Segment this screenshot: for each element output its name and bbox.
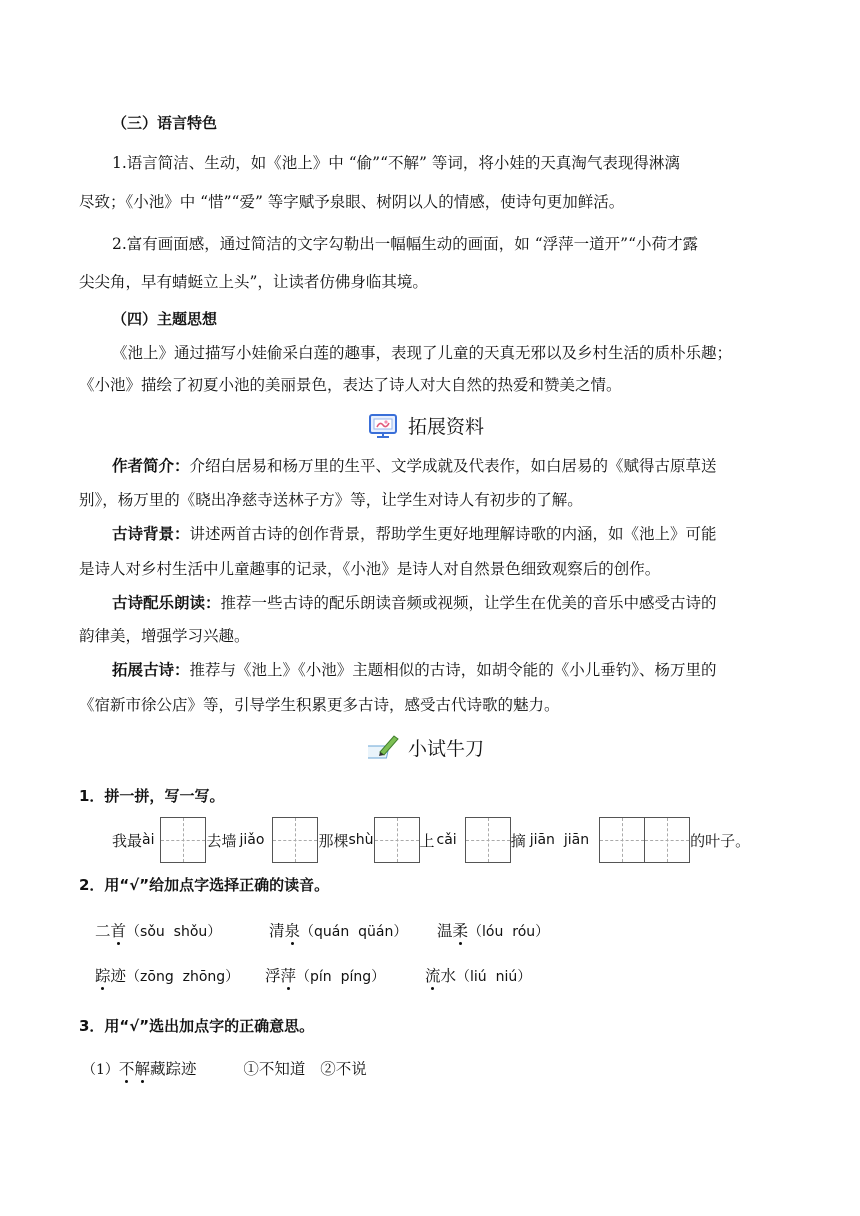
- writing-box-1[interactable]: [160, 817, 206, 863]
- q2-item-1[interactable]: 二首（sǒu shǒu）: [95, 922, 222, 940]
- q1-pinyin-row: 我最 ài 去墙 jiǎo 那棵 shù 上 cǎi 摘 jiān jiān 的叶子。: [112, 817, 750, 863]
- q2-item-4[interactable]: 踪迹（zōng zhōng）: [95, 967, 240, 985]
- q3-options: ①不知道 ②不说: [243, 1060, 367, 1078]
- section3-p2-line2: 尖尖角，早有蜻蜓立上头”，让读者仿佛身临其境。: [79, 273, 428, 291]
- expand-item-more-poems-line2: 《宿新市徐公店》等，引导学生积累更多古诗，感受古代诗歌的魅力。: [79, 696, 560, 714]
- q3-title: 3．用“√”选出加点字的正确意思。: [79, 1017, 315, 1035]
- section4-line2: 《小池》描绘了初夏小池的美丽景色，表达了诗人对大自然的热爱和赞美之情。: [79, 376, 622, 394]
- expand-item-author-line2: 别》，杨万里的《晓出净慈寺送林子方》等，让学生对诗人有初步的了解。: [79, 491, 583, 509]
- section4-line1: 《池上》通过描写小娃偷采白莲的趣事，表现了儿童的天真无邪以及乡村生活的质朴乐趣；: [112, 344, 733, 362]
- pen-writing-icon: [368, 732, 400, 762]
- section3-p1-line2: 尽致；《小池》中 “惜”“爱” 等字赋予泉眼、树阴以人的情感，使诗句更加鲜活。: [79, 193, 625, 211]
- practice-section-header: [368, 732, 484, 762]
- writing-box-4[interactable]: [465, 817, 511, 863]
- q1-title: 1．拼一拼，写一写。: [79, 787, 225, 805]
- q2-item-2[interactable]: 清泉（quán qüán）: [269, 922, 408, 940]
- practice-section-title: 小试牛刀: [408, 737, 485, 760]
- section3-heading: （三）语言特色: [112, 114, 218, 132]
- q3-item-1[interactable]: （1）不解藏踪迹 ①不知道 ②不说: [82, 1060, 367, 1078]
- expand-item-background: 古诗背景：讲述两首古诗的创作背景，帮助学生更好地理解诗歌的内涵，如《池上》可能: [112, 525, 717, 543]
- section4-heading: （四）主题思想: [112, 310, 218, 328]
- writing-box-3[interactable]: [374, 817, 420, 863]
- expand-item-music-reading-line2: 韵律美，增强学习兴趣。: [79, 627, 250, 645]
- q2-title: 2．用“√”给加点字选择正确的读音。: [79, 876, 330, 894]
- presentation-board-icon: [368, 413, 398, 439]
- q2-item-6[interactable]: 流水（liú niú）: [425, 967, 532, 985]
- writing-box-2[interactable]: [272, 817, 318, 863]
- expand-item-music-reading: 古诗配乐朗读：推荐一些古诗的配乐朗读音频或视频，让学生在优美的音乐中感受古诗的: [112, 594, 717, 612]
- expand-item-author: 作者简介：介绍白居易和杨万里的生平、文学成就及代表作，如白居易的《赋得古原草送: [112, 457, 717, 475]
- writing-box-5[interactable]: [599, 817, 690, 863]
- expand-section-title: 拓展资料: [408, 416, 485, 438]
- q2-item-5[interactable]: 浮萍（pín píng）: [265, 967, 386, 985]
- expand-item-background-line2: 是诗人对乡村生活中儿童趣事的记录，《小池》是诗人对自然景色细致观察后的创作。: [79, 560, 661, 578]
- section3-p2-line1: 2.富有画面感，通过简洁的文字勾勒出一幅幅生动的画面，如 “浮萍一道开”“小荷才露: [112, 235, 698, 253]
- section3-p1-line1: 1.语言简洁、生动，如《池上》中 “偷”“不解” 等词，将小娃的天真淘气表现得淋漓: [112, 154, 680, 172]
- expand-section-header: [368, 412, 484, 439]
- expand-item-more-poems: 拓展古诗：推荐与《池上》《小池》主题相似的古诗，如胡令能的《小儿垂钓》、杨万里的: [112, 661, 717, 679]
- q2-item-3[interactable]: 温柔（lóu róu）: [437, 922, 550, 940]
